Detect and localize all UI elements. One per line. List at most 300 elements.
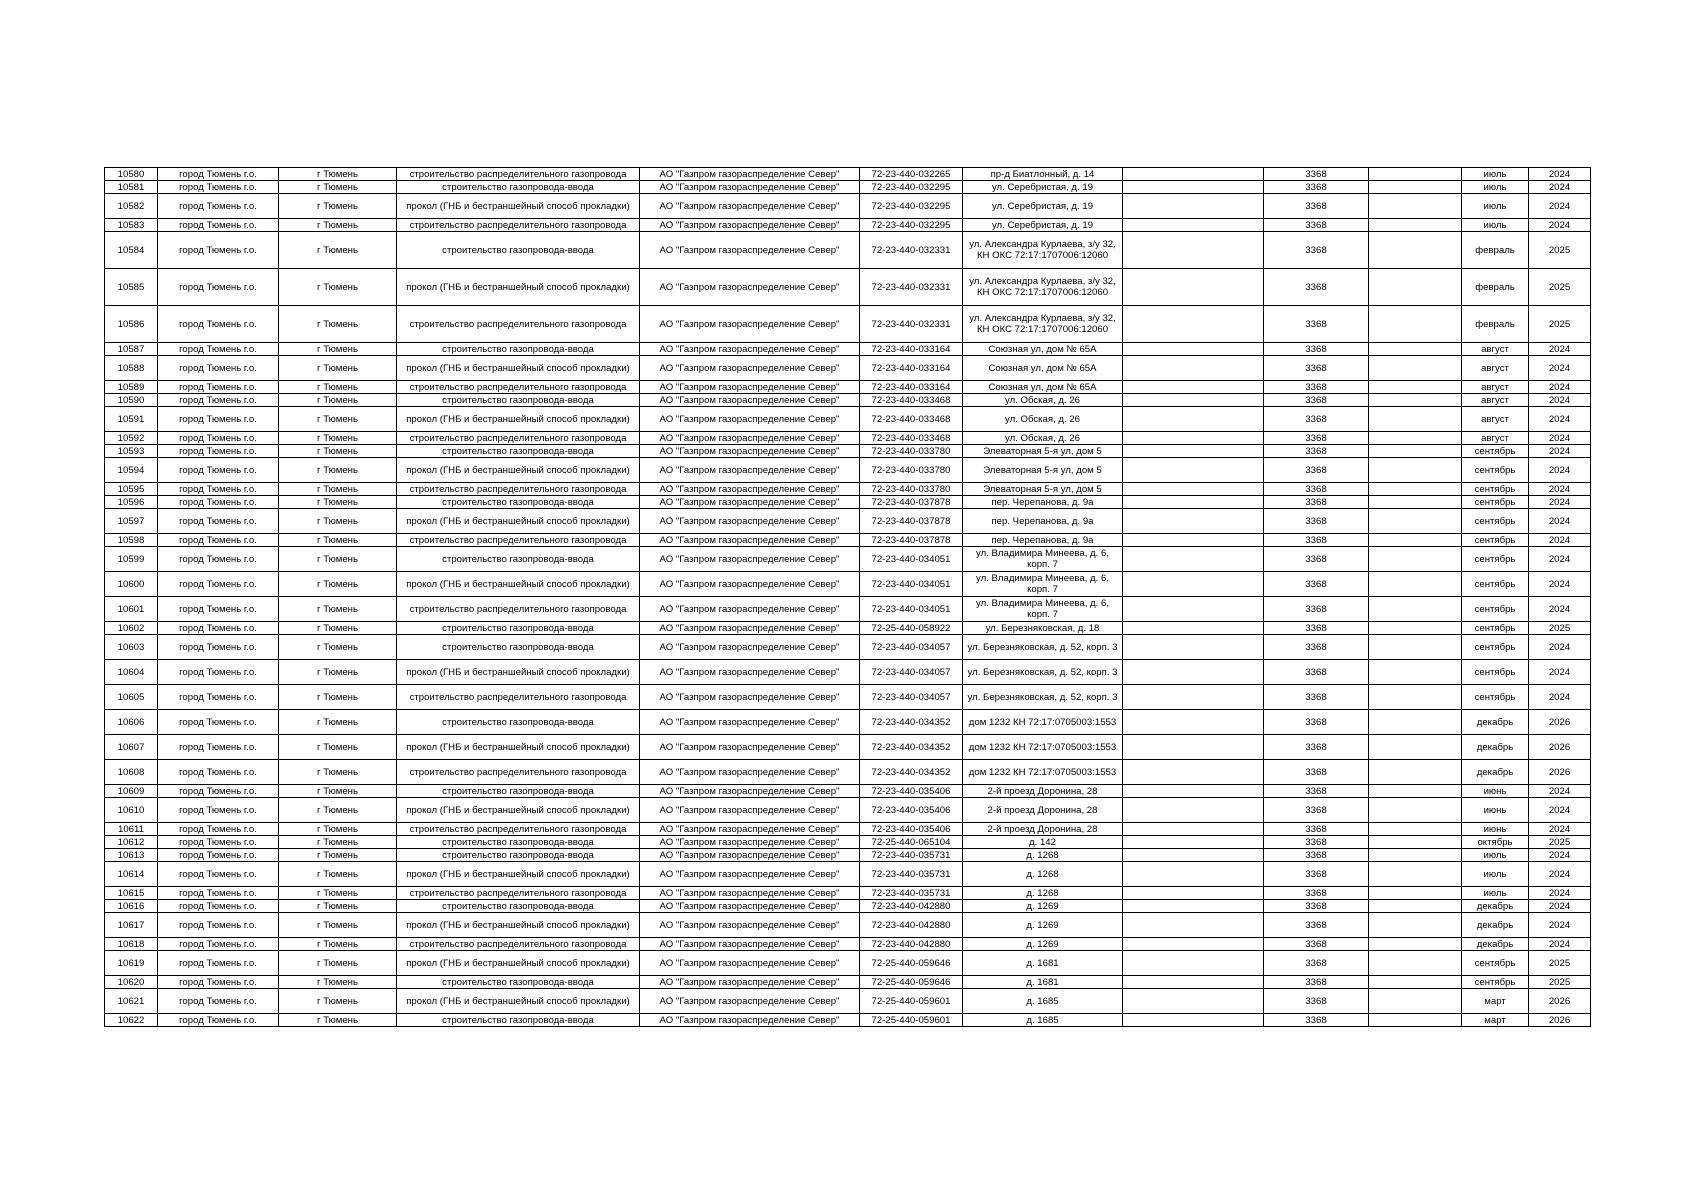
cell-municipality: город Тюмень г.о. xyxy=(158,976,279,989)
cell-municipality: город Тюмень г.о. xyxy=(158,622,279,635)
cell-work-type: прокол (ГНБ и бестраншейный способ прокладки) xyxy=(397,989,640,1014)
cell-code: 72-23-440-037878 xyxy=(860,509,963,534)
cell-municipality: город Тюмень г.о. xyxy=(158,445,279,458)
cell-number: 10622 xyxy=(105,1014,158,1027)
cell-work-type: строительство распределительного газопровода xyxy=(397,483,640,496)
cell-code: 72-25-440-059646 xyxy=(860,976,963,989)
cell-code: 72-23-440-034352 xyxy=(860,760,963,785)
cell-empty xyxy=(1369,219,1462,232)
cell-code: 72-23-440-033780 xyxy=(860,445,963,458)
cell-region-code: 3368 xyxy=(1264,572,1369,597)
cell-code: 72-23-440-037878 xyxy=(860,534,963,547)
cell-empty xyxy=(1369,547,1462,572)
cell-number: 10595 xyxy=(105,483,158,496)
cell-region-code: 3368 xyxy=(1264,735,1369,760)
cell-address: д. 1268 xyxy=(963,849,1123,862)
cell-city: г Тюмень xyxy=(279,534,397,547)
table-row xyxy=(105,445,1591,458)
cell-number: 10590 xyxy=(105,394,158,407)
cell-work-type: прокол (ГНБ и бестраншейный способ прокладки) xyxy=(397,572,640,597)
cell-number: 10589 xyxy=(105,381,158,394)
cell-year: 2024 xyxy=(1529,785,1591,798)
cell-municipality: город Тюмень г.о. xyxy=(158,951,279,976)
cell-month: март xyxy=(1462,1014,1529,1027)
cell-municipality: город Тюмень г.о. xyxy=(158,887,279,900)
cell-municipality: город Тюмень г.о. xyxy=(158,458,279,483)
cell-organization: АО "Газпром газораспределение Север" xyxy=(640,168,860,181)
cell-city: г Тюмень xyxy=(279,760,397,785)
cell-organization: АО "Газпром газораспределение Север" xyxy=(640,823,860,836)
cell-month: июнь xyxy=(1462,798,1529,823)
cell-empty xyxy=(1123,887,1264,900)
table-row xyxy=(105,168,1591,181)
cell-city: г Тюмень xyxy=(279,168,397,181)
cell-month: декабрь xyxy=(1462,710,1529,735)
table-row xyxy=(105,836,1591,849)
cell-municipality: город Тюмень г.о. xyxy=(158,798,279,823)
cell-year: 2024 xyxy=(1529,381,1591,394)
cell-year: 2024 xyxy=(1529,635,1591,660)
cell-city: г Тюмень xyxy=(279,735,397,760)
table-row xyxy=(105,660,1591,685)
cell-code: 72-23-440-035406 xyxy=(860,798,963,823)
cell-empty xyxy=(1369,181,1462,194)
table-row xyxy=(105,597,1591,622)
cell-region-code: 3368 xyxy=(1264,622,1369,635)
cell-code: 72-23-440-033468 xyxy=(860,407,963,432)
cell-city: г Тюмень xyxy=(279,622,397,635)
cell-work-type: прокол (ГНБ и бестраншейный способ прокладки) xyxy=(397,194,640,219)
cell-organization: АО "Газпром газораспределение Север" xyxy=(640,1014,860,1027)
cell-code: 72-23-440-034057 xyxy=(860,685,963,710)
cell-number: 10617 xyxy=(105,913,158,938)
cell-empty xyxy=(1369,785,1462,798)
cell-municipality: город Тюмень г.о. xyxy=(158,635,279,660)
cell-organization: АО "Газпром газораспределение Север" xyxy=(640,849,860,862)
cell-organization: АО "Газпром газораспределение Север" xyxy=(640,836,860,849)
table-row xyxy=(105,181,1591,194)
cell-organization: АО "Газпром газораспределение Север" xyxy=(640,194,860,219)
cell-year: 2024 xyxy=(1529,685,1591,710)
cell-empty xyxy=(1123,534,1264,547)
cell-empty xyxy=(1123,432,1264,445)
cell-empty xyxy=(1123,660,1264,685)
cell-municipality: город Тюмень г.о. xyxy=(158,219,279,232)
cell-municipality: город Тюмень г.о. xyxy=(158,232,279,269)
cell-number: 10619 xyxy=(105,951,158,976)
cell-month: сентябрь xyxy=(1462,660,1529,685)
table-row xyxy=(105,823,1591,836)
cell-empty xyxy=(1369,685,1462,710)
cell-empty xyxy=(1369,887,1462,900)
cell-municipality: город Тюмень г.о. xyxy=(158,343,279,356)
cell-code: 72-23-440-032331 xyxy=(860,232,963,269)
cell-year: 2025 xyxy=(1529,622,1591,635)
cell-city: г Тюмень xyxy=(279,181,397,194)
cell-address: 2-й проезд Доронина, 28 xyxy=(963,785,1123,798)
cell-organization: АО "Газпром газораспределение Север" xyxy=(640,232,860,269)
cell-empty xyxy=(1123,269,1264,306)
cell-organization: АО "Газпром газораспределение Север" xyxy=(640,458,860,483)
cell-month: декабрь xyxy=(1462,735,1529,760)
cell-month: февраль xyxy=(1462,306,1529,343)
cell-municipality: город Тюмень г.о. xyxy=(158,913,279,938)
cell-code: 72-25-440-058922 xyxy=(860,622,963,635)
cell-month: февраль xyxy=(1462,232,1529,269)
cell-organization: АО "Газпром газораспределение Север" xyxy=(640,572,860,597)
cell-work-type: строительство газопровода-ввода xyxy=(397,394,640,407)
cell-organization: АО "Газпром газораспределение Север" xyxy=(640,887,860,900)
cell-year: 2024 xyxy=(1529,913,1591,938)
cell-address: Союзная ул, дом № 65А xyxy=(963,381,1123,394)
table-row xyxy=(105,710,1591,735)
cell-code: 72-23-440-035731 xyxy=(860,887,963,900)
cell-work-type: строительство газопровода-ввода xyxy=(397,622,640,635)
cell-empty xyxy=(1123,381,1264,394)
cell-region-code: 3368 xyxy=(1264,785,1369,798)
cell-month: сентябрь xyxy=(1462,951,1529,976)
cell-region-code: 3368 xyxy=(1264,976,1369,989)
cell-number: 10603 xyxy=(105,635,158,660)
cell-code: 72-23-440-033164 xyxy=(860,381,963,394)
cell-month: август xyxy=(1462,356,1529,381)
cell-address: Союзная ул, дом № 65А xyxy=(963,356,1123,381)
cell-empty xyxy=(1369,356,1462,381)
cell-organization: АО "Газпром газораспределение Север" xyxy=(640,445,860,458)
cell-city: г Тюмень xyxy=(279,798,397,823)
cell-month: сентябрь xyxy=(1462,458,1529,483)
cell-month: декабрь xyxy=(1462,760,1529,785)
cell-code: 72-25-440-065104 xyxy=(860,836,963,849)
cell-region-code: 3368 xyxy=(1264,356,1369,381)
cell-year: 2024 xyxy=(1529,938,1591,951)
cell-region-code: 3368 xyxy=(1264,445,1369,458)
cell-empty xyxy=(1123,407,1264,432)
cell-number: 10611 xyxy=(105,823,158,836)
cell-year: 2025 xyxy=(1529,232,1591,269)
cell-municipality: город Тюмень г.о. xyxy=(158,509,279,534)
cell-month: декабрь xyxy=(1462,900,1529,913)
cell-city: г Тюмень xyxy=(279,381,397,394)
cell-region-code: 3368 xyxy=(1264,913,1369,938)
cell-year: 2024 xyxy=(1529,823,1591,836)
cell-work-type: строительство газопровода-ввода xyxy=(397,1014,640,1027)
cell-code: 72-23-440-033468 xyxy=(860,394,963,407)
cell-year: 2024 xyxy=(1529,394,1591,407)
cell-year: 2024 xyxy=(1529,407,1591,432)
cell-year: 2025 xyxy=(1529,976,1591,989)
cell-month: сентябрь xyxy=(1462,572,1529,597)
cell-work-type: строительство газопровода-ввода xyxy=(397,976,640,989)
cell-year: 2025 xyxy=(1529,836,1591,849)
cell-month: июнь xyxy=(1462,823,1529,836)
cell-organization: АО "Газпром газораспределение Север" xyxy=(640,989,860,1014)
cell-empty xyxy=(1123,900,1264,913)
cell-number: 10580 xyxy=(105,168,158,181)
cell-code: 72-23-440-032331 xyxy=(860,269,963,306)
table-row xyxy=(105,862,1591,887)
cell-empty xyxy=(1369,168,1462,181)
cell-work-type: строительство газопровода-ввода xyxy=(397,181,640,194)
cell-address: 2-й проезд Доронина, 28 xyxy=(963,823,1123,836)
cell-city: г Тюмень xyxy=(279,232,397,269)
cell-number: 10594 xyxy=(105,458,158,483)
cell-organization: АО "Газпром газораспределение Север" xyxy=(640,913,860,938)
cell-year: 2025 xyxy=(1529,951,1591,976)
cell-region-code: 3368 xyxy=(1264,496,1369,509)
cell-year: 2026 xyxy=(1529,989,1591,1014)
cell-city: г Тюмень xyxy=(279,823,397,836)
cell-year: 2024 xyxy=(1529,862,1591,887)
cell-city: г Тюмень xyxy=(279,356,397,381)
cell-empty xyxy=(1123,194,1264,219)
cell-region-code: 3368 xyxy=(1264,394,1369,407)
cell-empty xyxy=(1123,849,1264,862)
cell-address: ул. Обская, д. 26 xyxy=(963,407,1123,432)
cell-organization: АО "Газпром газораспределение Север" xyxy=(640,900,860,913)
cell-work-type: строительство газопровода-ввода xyxy=(397,836,640,849)
cell-work-type: строительство распределительного газопровода xyxy=(397,168,640,181)
cell-empty xyxy=(1369,483,1462,496)
cell-month: сентябрь xyxy=(1462,547,1529,572)
cell-organization: АО "Газпром газораспределение Север" xyxy=(640,269,860,306)
cell-year: 2024 xyxy=(1529,900,1591,913)
cell-address: ул. Серебристая, д. 19 xyxy=(963,194,1123,219)
cell-city: г Тюмень xyxy=(279,306,397,343)
cell-address: ул. Обская, д. 26 xyxy=(963,432,1123,445)
cell-address: 2-й проезд Доронина, 28 xyxy=(963,798,1123,823)
cell-work-type: строительство распределительного газопровода xyxy=(397,685,640,710)
cell-empty xyxy=(1123,232,1264,269)
cell-city: г Тюмень xyxy=(279,407,397,432)
cell-region-code: 3368 xyxy=(1264,862,1369,887)
table-row xyxy=(105,269,1591,306)
cell-organization: АО "Газпром газораспределение Север" xyxy=(640,635,860,660)
cell-empty xyxy=(1123,343,1264,356)
cell-month: август xyxy=(1462,381,1529,394)
cell-empty xyxy=(1123,710,1264,735)
cell-city: г Тюмень xyxy=(279,836,397,849)
cell-month: декабрь xyxy=(1462,913,1529,938)
table-row xyxy=(105,381,1591,394)
cell-address: ул. Березняковская, д. 18 xyxy=(963,622,1123,635)
cell-month: июль xyxy=(1462,849,1529,862)
cell-organization: АО "Газпром газораспределение Север" xyxy=(640,356,860,381)
cell-address: дом 1232 КН 72:17:0705003:1553 xyxy=(963,760,1123,785)
cell-organization: АО "Газпром газораспределение Север" xyxy=(640,343,860,356)
cell-address: ул. Владимира Минеева, д. 6, корп. 7 xyxy=(963,597,1123,622)
cell-work-type: строительство распределительного газопровода xyxy=(397,306,640,343)
cell-work-type: прокол (ГНБ и бестраншейный способ прокладки) xyxy=(397,913,640,938)
cell-empty xyxy=(1369,635,1462,660)
cell-work-type: прокол (ГНБ и бестраншейный способ прокладки) xyxy=(397,862,640,887)
cell-region-code: 3368 xyxy=(1264,306,1369,343)
cell-code: 72-23-440-034352 xyxy=(860,710,963,735)
cell-empty xyxy=(1123,219,1264,232)
cell-empty xyxy=(1123,445,1264,458)
table-row xyxy=(105,635,1591,660)
cell-year: 2026 xyxy=(1529,710,1591,735)
cell-empty xyxy=(1369,232,1462,269)
cell-address: ул. Березняковская, д. 52, корп. 3 xyxy=(963,685,1123,710)
cell-municipality: город Тюмень г.о. xyxy=(158,269,279,306)
cell-code: 72-23-440-042880 xyxy=(860,938,963,951)
cell-code: 72-23-440-035406 xyxy=(860,785,963,798)
cell-number: 10615 xyxy=(105,887,158,900)
cell-empty xyxy=(1123,547,1264,572)
cell-empty xyxy=(1369,798,1462,823)
cell-number: 10583 xyxy=(105,219,158,232)
table-row xyxy=(105,951,1591,976)
cell-work-type: строительство газопровода-ввода xyxy=(397,710,640,735)
cell-empty xyxy=(1369,534,1462,547)
cell-empty xyxy=(1123,989,1264,1014)
cell-month: сентябрь xyxy=(1462,483,1529,496)
cell-region-code: 3368 xyxy=(1264,269,1369,306)
cell-number: 10620 xyxy=(105,976,158,989)
cell-organization: АО "Газпром газораспределение Север" xyxy=(640,306,860,343)
cell-city: г Тюмень xyxy=(279,1014,397,1027)
cell-empty xyxy=(1123,785,1264,798)
cell-empty xyxy=(1369,394,1462,407)
cell-municipality: город Тюмень г.о. xyxy=(158,572,279,597)
cell-region-code: 3368 xyxy=(1264,219,1369,232)
cell-month: июнь xyxy=(1462,785,1529,798)
cell-work-type: строительство газопровода-ввода xyxy=(397,849,640,862)
cell-empty xyxy=(1369,938,1462,951)
cell-city: г Тюмень xyxy=(279,432,397,445)
cell-region-code: 3368 xyxy=(1264,660,1369,685)
cell-code: 72-23-440-032265 xyxy=(860,168,963,181)
cell-empty xyxy=(1123,938,1264,951)
cell-municipality: город Тюмень г.о. xyxy=(158,381,279,394)
cell-region-code: 3368 xyxy=(1264,232,1369,269)
cell-region-code: 3368 xyxy=(1264,181,1369,194)
cell-empty xyxy=(1369,660,1462,685)
cell-address: д. 1681 xyxy=(963,951,1123,976)
cell-city: г Тюмень xyxy=(279,219,397,232)
cell-year: 2026 xyxy=(1529,735,1591,760)
cell-year: 2024 xyxy=(1529,445,1591,458)
cell-code: 72-25-440-059646 xyxy=(860,951,963,976)
cell-region-code: 3368 xyxy=(1264,534,1369,547)
cell-work-type: прокол (ГНБ и бестраншейный способ прокладки) xyxy=(397,407,640,432)
cell-code: 72-23-440-034051 xyxy=(860,547,963,572)
cell-organization: АО "Газпром газораспределение Север" xyxy=(640,976,860,989)
cell-municipality: город Тюмень г.о. xyxy=(158,181,279,194)
cell-municipality: город Тюмень г.о. xyxy=(158,394,279,407)
cell-year: 2024 xyxy=(1529,181,1591,194)
cell-code: 72-23-440-032295 xyxy=(860,194,963,219)
table-row xyxy=(105,785,1591,798)
cell-municipality: город Тюмень г.о. xyxy=(158,823,279,836)
cell-empty xyxy=(1123,394,1264,407)
cell-city: г Тюмень xyxy=(279,785,397,798)
cell-code: 72-23-440-035731 xyxy=(860,862,963,887)
cell-month: август xyxy=(1462,432,1529,445)
cell-code: 72-23-440-033164 xyxy=(860,343,963,356)
cell-number: 10586 xyxy=(105,306,158,343)
cell-code: 72-23-440-034057 xyxy=(860,635,963,660)
cell-address: пер. Черепанова, д. 9а xyxy=(963,509,1123,534)
cell-empty xyxy=(1369,710,1462,735)
cell-city: г Тюмень xyxy=(279,394,397,407)
cell-organization: АО "Газпром газораспределение Север" xyxy=(640,622,860,635)
cell-empty xyxy=(1123,862,1264,887)
cell-municipality: город Тюмень г.о. xyxy=(158,735,279,760)
cell-organization: АО "Газпром газораспределение Север" xyxy=(640,547,860,572)
cell-empty xyxy=(1123,509,1264,534)
cell-organization: АО "Газпром газораспределение Север" xyxy=(640,219,860,232)
cell-organization: АО "Газпром газораспределение Север" xyxy=(640,483,860,496)
cell-empty xyxy=(1123,951,1264,976)
table-row xyxy=(105,496,1591,509)
cell-number: 10592 xyxy=(105,432,158,445)
cell-year: 2026 xyxy=(1529,760,1591,785)
cell-work-type: строительство распределительного газопровода xyxy=(397,887,640,900)
table-body xyxy=(105,168,1591,1027)
cell-address: дом 1232 КН 72:17:0705003:1553 xyxy=(963,735,1123,760)
cell-number: 10584 xyxy=(105,232,158,269)
cell-empty xyxy=(1369,381,1462,394)
cell-code: 72-23-440-033780 xyxy=(860,458,963,483)
cell-municipality: город Тюмень г.о. xyxy=(158,836,279,849)
cell-number: 10606 xyxy=(105,710,158,735)
cell-year: 2025 xyxy=(1529,306,1591,343)
cell-code: 72-23-440-032295 xyxy=(860,181,963,194)
cell-code: 72-23-440-037878 xyxy=(860,496,963,509)
cell-municipality: город Тюмень г.о. xyxy=(158,1014,279,1027)
cell-year: 2024 xyxy=(1529,356,1591,381)
cell-municipality: город Тюмень г.о. xyxy=(158,496,279,509)
cell-empty xyxy=(1369,597,1462,622)
table-row xyxy=(105,798,1591,823)
table-row xyxy=(105,849,1591,862)
cell-work-type: строительство распределительного газопровода xyxy=(397,381,640,394)
cell-work-type: строительство распределительного газопровода xyxy=(397,760,640,785)
cell-code: 72-23-440-042880 xyxy=(860,913,963,938)
table-row xyxy=(105,735,1591,760)
cell-work-type: прокол (ГНБ и бестраншейный способ прокладки) xyxy=(397,509,640,534)
cell-month: сентябрь xyxy=(1462,685,1529,710)
cell-year: 2024 xyxy=(1529,534,1591,547)
cell-address: ул. Березняковская, д. 52, корп. 3 xyxy=(963,635,1123,660)
cell-empty xyxy=(1369,432,1462,445)
cell-year: 2025 xyxy=(1529,269,1591,306)
cell-organization: АО "Газпром газораспределение Север" xyxy=(640,785,860,798)
cell-number: 10613 xyxy=(105,849,158,862)
cell-address: д. 1268 xyxy=(963,887,1123,900)
cell-number: 10591 xyxy=(105,407,158,432)
cell-code: 72-23-440-035731 xyxy=(860,849,963,862)
cell-month: сентябрь xyxy=(1462,976,1529,989)
cell-city: г Тюмень xyxy=(279,269,397,306)
cell-municipality: город Тюмень г.о. xyxy=(158,760,279,785)
cell-region-code: 3368 xyxy=(1264,989,1369,1014)
cell-organization: АО "Газпром газораспределение Север" xyxy=(640,534,860,547)
table-row xyxy=(105,394,1591,407)
cell-address: ул. Александра Курлаева, з/у 32, КН ОКС 72:17:1707006:12060 xyxy=(963,232,1123,269)
cell-month: февраль xyxy=(1462,269,1529,306)
cell-municipality: город Тюмень г.о. xyxy=(158,306,279,343)
cell-number: 10610 xyxy=(105,798,158,823)
cell-region-code: 3368 xyxy=(1264,168,1369,181)
cell-organization: АО "Газпром газораспределение Север" xyxy=(640,496,860,509)
cell-organization: АО "Газпром газораспределение Север" xyxy=(640,735,860,760)
table-row xyxy=(105,547,1591,572)
cell-region-code: 3368 xyxy=(1264,710,1369,735)
cell-region-code: 3368 xyxy=(1264,823,1369,836)
